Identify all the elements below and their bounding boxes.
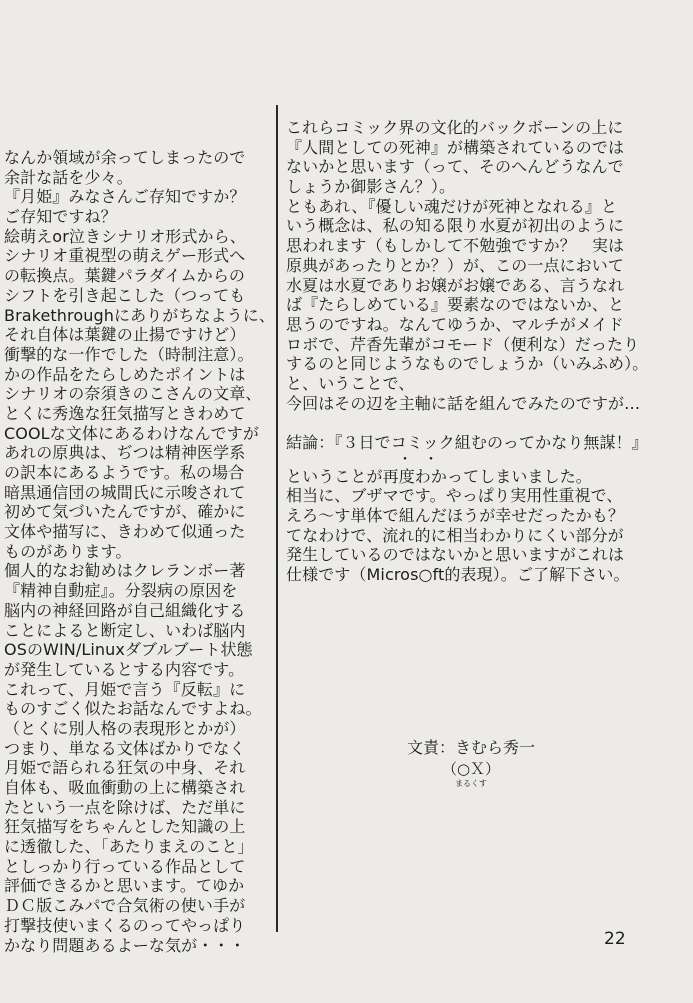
text-line: ともあれ、『優しい魂だけが死神となれる』と (286, 196, 618, 216)
pen-name-ruby: まるくす (455, 779, 487, 788)
text-line: 今回はその辺を主軸に話を組んでみたのですが… (286, 393, 641, 413)
text-line: 狂気描写をちゃんとした知識の上 (4, 817, 246, 837)
text-line: ないかと思います（って、そのへんどうなんで (286, 157, 624, 177)
text-line: とくに秀逸な狂気描写ときわめて (4, 403, 246, 423)
text-line: OSのWIN/Linuxダブルブート状態 (4, 640, 253, 660)
text-line: 仕様です（Micros○ft的表現）。ご了解下さい。 (286, 565, 630, 585)
text-line: たという一点を除けば、ただ単に (4, 797, 246, 817)
text-line: 評価できるかと思います。てゆか (4, 876, 245, 896)
text-line: 文体や描写に、きわめて似通った (4, 522, 246, 542)
left-column-text (4, 148, 275, 955)
author-credit (396, 737, 546, 789)
right-column-paragraphs (286, 118, 686, 413)
text-line: かの作品をたらしめたポイントは (4, 364, 246, 384)
text-line: 自体も、吸血衝動の上に構築され (4, 778, 246, 797)
text-line: いう概念は、私の知る限り水夏が初出のように (286, 216, 625, 236)
text-line: 発生しているのではないかと思いますがこれは (286, 545, 625, 565)
text-line: それ自体は葉鍵の止揚ですけど） (4, 325, 246, 345)
text-line: （とくに別人格の表現形とかが） (4, 718, 246, 738)
text-line: シナリオの奈須きのこさんの文章、 (4, 384, 262, 404)
text-line: ば『たらしめている』要素なのではないか、と (286, 295, 625, 315)
text-line: 衝撃的な一作でした（時制注意）。 (4, 344, 254, 364)
text-line: Brakethroughにありがちなように、 (4, 305, 275, 325)
page-number: 22 (604, 929, 626, 949)
text-line: 水夏は水夏でありお嬢がお嬢である、言うなれ (286, 275, 625, 295)
text-line: ということが再度わかってしまいました。 (286, 466, 592, 486)
text-line: が発生しているとする内容です。 (4, 659, 245, 679)
text-line: 個人的なお勧めはクレランボー著 (4, 561, 246, 581)
text-line: 脳内の神経回路が自己組織化する (4, 600, 246, 620)
credit-line: 文責：きむら秀一 (406, 738, 535, 757)
text-line: ものがあります。 (4, 541, 132, 561)
text-line: としっかり行っている作品として (4, 856, 246, 876)
text-line: 『月姫』みなさんご存知ですか？ (4, 187, 246, 207)
paragraph-gap (286, 413, 686, 433)
text-line: 暗黒通信団の城間氏に示唆されて (4, 482, 246, 502)
text-line: COOLな文体にあるわけなんですが (4, 423, 259, 443)
text-line: シフトを引き起こした（つっても (4, 285, 246, 305)
text-line: と、いうことで、 (286, 373, 415, 393)
right-column-closing (286, 467, 686, 585)
text-line: なんか領域が余ってしまったので (4, 148, 246, 167)
text-line: ものすごく似たお話なんですよね。 (4, 699, 262, 719)
right-column-text (286, 118, 686, 585)
text-line: 思われます（もしかして不勉強ですか？ 実は (286, 236, 625, 256)
text-line: ロボで、芹香先輩がコモード（便利な）だったり (286, 334, 640, 354)
text-line: 絵萌えor泣きシナリオ形式から、 (4, 226, 246, 246)
text-line: つまり、単なる文体ばかりでなく (4, 738, 246, 758)
text-line: するのと同じようなものでしょうか（いみふめ）。 (286, 354, 649, 374)
text-line: ＤＣ版こみパで合気術の使い手が (4, 896, 246, 916)
emphasis-dots: ・・ (398, 451, 450, 468)
pen-name: （○Ｘ） (441, 760, 501, 778)
text-line: 余計な話を少々。 (4, 167, 133, 187)
text-line: 相当に、ブザマです。やっぱり実用性重視で、 (286, 486, 623, 506)
text-line: ご存知ですね？ (4, 207, 117, 227)
text-line: の訳本にあるようです。私の場合 (4, 463, 245, 482)
text-line: ことによると断定し、いわば脳内 (4, 620, 246, 640)
text-line: シナリオ重視型の萌えゲー形式へ (4, 246, 246, 266)
text-line: 思うのですね。なんてゆうか、マルチがメイド (286, 314, 624, 334)
text-line: しょうか御影さん？）。 (286, 177, 456, 197)
text-line: これって、月姫で言う『反転』に (4, 679, 246, 699)
text-line: あれの原典は、ぢつは精神医学系 (4, 443, 246, 463)
text-line: かなり問題あるよーな気が・・・ (4, 935, 246, 955)
text-line: 月姫で語られる狂気の中身、それ (4, 758, 246, 778)
column-divider (276, 105, 278, 932)
text-line: 『人間としての死神』が構築されているのでは (286, 137, 625, 157)
text-line: の転換点。葉鍵パラダイムからの (4, 266, 246, 286)
conclusion-line: 結論：『３日でコミック組むのってかなり無謀！』 (286, 433, 648, 452)
text-line: 打撃技使いまくるのってやっぱり (4, 915, 246, 935)
text-line: これらコミック界の文化的バックボーンの上に (286, 118, 624, 137)
text-line: えろ～す単体で組んだほうが幸せだったかも？ (286, 506, 625, 526)
text-line: に透徹した、「あたりまえのこと」 (4, 837, 254, 857)
text-line: 『精神自動症』。分裂病の原因を (4, 581, 238, 601)
text-line: てなわけで、流れ的に相当わかりにくい部分が (286, 525, 624, 545)
text-line: 初めて気づいたんですが、確かに (4, 502, 246, 522)
text-line: 原典があったりとか？）が、この一点において (286, 255, 624, 275)
